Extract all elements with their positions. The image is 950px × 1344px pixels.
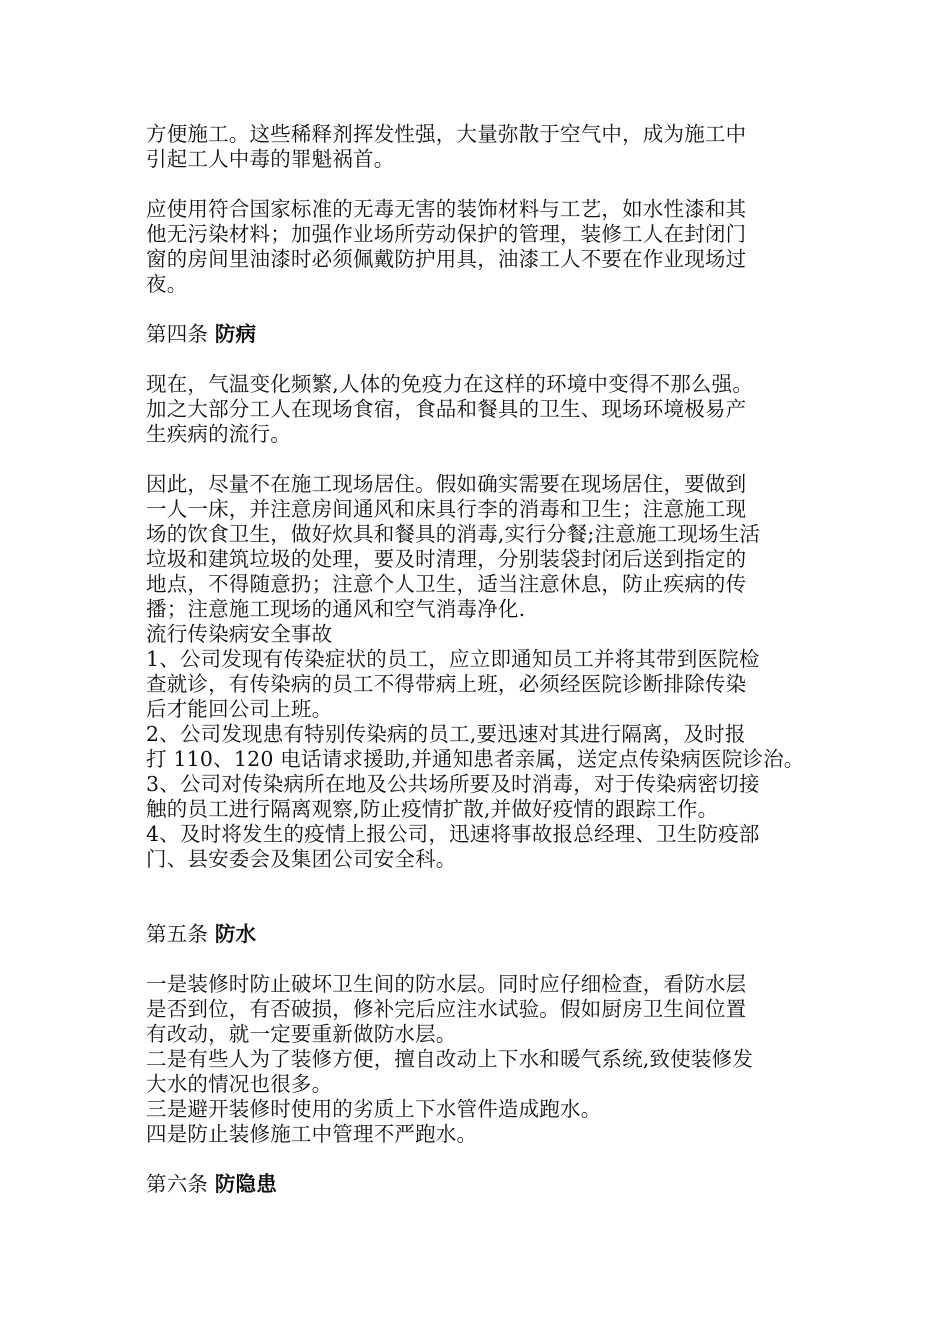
paragraph-spacer — [146, 297, 811, 322]
text-line: 一人一床，并注意房间通风和床具行李的消毒和卫生；注意施工现 — [146, 497, 747, 521]
section-title: 防病 — [214, 322, 257, 346]
text-line: 播；注意施工现场的通风和空气消毒净化. — [146, 597, 526, 621]
text-line: 有改动，就一定要重新做防水层。 — [146, 1022, 457, 1046]
text-line: 查就诊，有传染病的员工不得带病上班，必须经医院诊断排除传染 — [146, 672, 747, 696]
text-line: 1、公司发现有传染症状的员工，应立即通知员工并将其带到医院检 — [146, 647, 760, 671]
section-number: 第五条 — [146, 922, 215, 946]
text-line: 二是有些人为了装修方便，擅自改动上下水和暖气系统,致使装修发 — [146, 1047, 754, 1071]
section-number: 第四条 — [146, 322, 215, 346]
text-line: 方便施工。这些稀释剂挥发性强，大量弥散于空气中，成为施工中 — [146, 122, 747, 146]
paragraph-spacer — [146, 347, 811, 372]
text-line: 一是装修时防止破坏卫生间的防水层。同时应仔细检查，看防水层 — [146, 972, 747, 996]
text-line: 后才能回公司上班。 — [146, 697, 333, 721]
text-line: 2、公司发现患有特别传染病的员工,要迅速对其进行隔离，及时报 — [146, 722, 746, 746]
paragraph-spacer — [146, 172, 811, 197]
text-line: 窗的房间里油漆时必须佩戴防护用具，油漆工人不要在作业现场过 — [146, 247, 747, 271]
text-line: 4、及时将发生的疫情上报公司，迅速将事故报总经理、卫生防疫部 — [146, 822, 760, 846]
text-line: 垃圾和建筑垃圾的处理，要及时清理，分别装袋封闭后送到指定的 — [146, 547, 747, 571]
paragraph-spacer — [146, 447, 811, 472]
text-line: 是否到位，有否破损，修补完后应注水试验。假如厨房卫生间位置 — [146, 997, 747, 1021]
section-heading — [146, 1172, 811, 1197]
document-page — [146, 122, 811, 1197]
text-line: 3、公司对传染病所在地及公共场所要及时消毒，对于传染病密切接 — [146, 772, 760, 796]
text-line: 引起工人中毒的罪魁祸首。 — [146, 147, 395, 171]
text-line: 流行传染病安全事故 — [146, 622, 333, 646]
text-line: 门、县安委会及集团公司安全科。 — [146, 847, 457, 871]
text-line: 夜。 — [146, 272, 188, 296]
paragraph-spacer — [146, 872, 811, 922]
section-heading — [146, 922, 811, 947]
section-title: 防水 — [214, 922, 257, 946]
text-line: 三是避开装修时使用的劣质上下水管件造成跑水。 — [146, 1097, 602, 1121]
text-line: 现在，气温变化频繁,人体的免疫力在这样的环境中变得不那么强。 — [146, 372, 754, 396]
text-line: 因此，尽量不在施工现场居住。假如确实需要在现场居住，要做到 — [146, 472, 747, 496]
text-line: 地点，不得随意扔；注意个人卫生，适当注意休息，防止疾病的传 — [146, 572, 747, 596]
section-title: 防隐患 — [214, 1172, 277, 1196]
text-line: 场的饮食卫生，做好炊具和餐具的消毒,实行分餐;注意施工现场生活 — [146, 522, 761, 546]
text-line: 生疾病的流行。 — [146, 422, 291, 446]
text-line: 四是防止装修施工中管理不严跑水。 — [146, 1122, 478, 1146]
text-line: 触的员工进行隔离观察,防止疫情扩散,并做好疫情的跟踪工作。 — [146, 797, 719, 821]
text-line: 应使用符合国家标准的无毒无害的装饰材料与工艺，如水性漆和其 — [146, 197, 747, 221]
text-line: 打 110、120 电话请求援助,并通知患者亲属，送定点传染病医院诊治。 — [146, 747, 805, 771]
section-number: 第六条 — [146, 1172, 215, 1196]
text-line: 他无污染材料；加强作业场所劳动保护的管理，装修工人在封闭门 — [146, 222, 747, 246]
paragraph-spacer — [146, 1147, 811, 1172]
text-line: 大水的情况也很多。 — [146, 1072, 333, 1096]
paragraph-spacer — [146, 947, 811, 972]
text-line: 加之大部分工人在现场食宿，食品和餐具的卫生、现场环境极易产 — [146, 397, 747, 421]
section-heading — [146, 322, 811, 347]
